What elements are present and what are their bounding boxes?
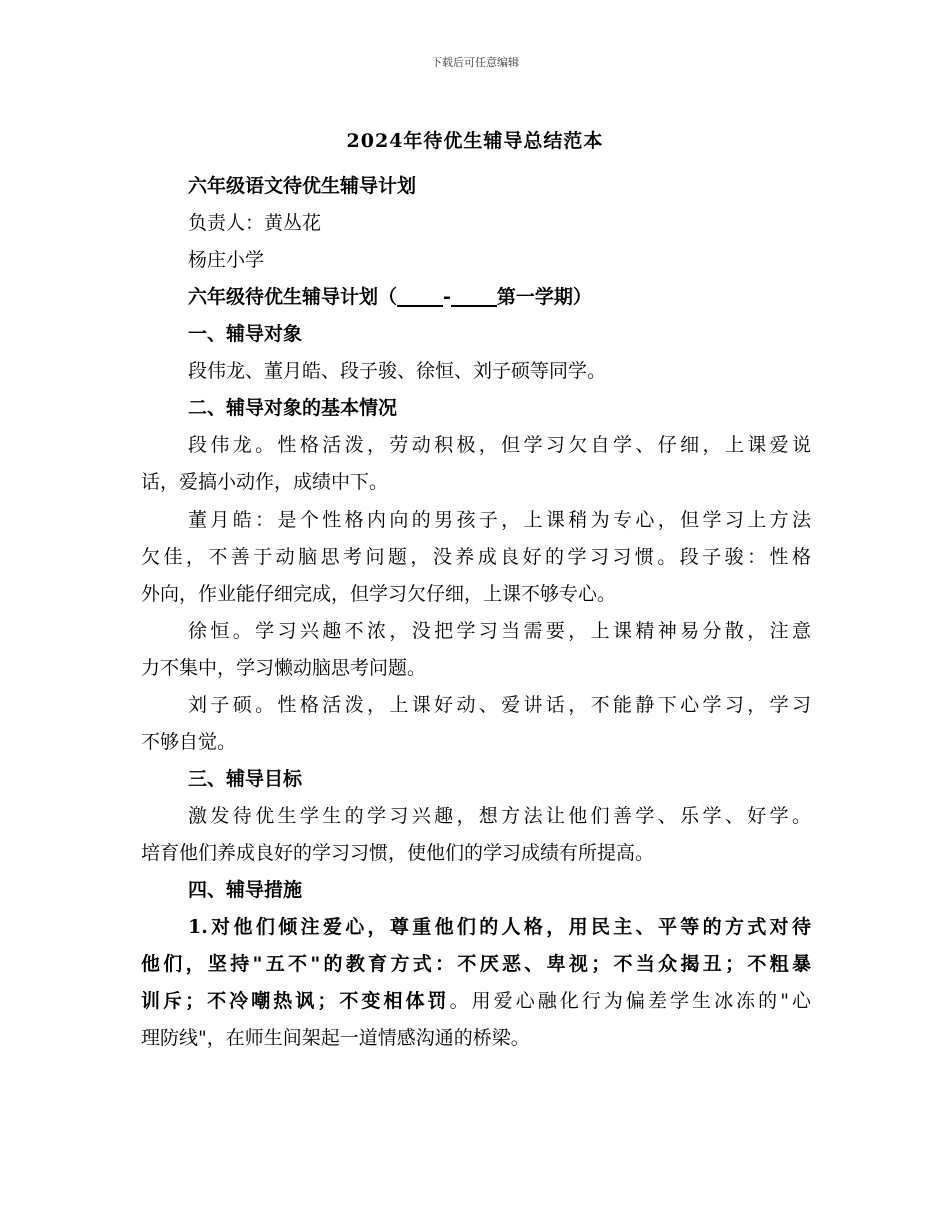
- paragraph-line: 段伟龙。性格活泼，劳动积极，但学习欠自学、仔细，上课爱说: [188, 434, 811, 456]
- paragraph-line: 不够自觉。: [141, 731, 237, 753]
- header-note: 下载后可任意编辑: [431, 56, 519, 69]
- paragraph-line: 欠佳，不善于动脑思考问题，没养成良好的学习习惯。段子骏：性格: [141, 546, 811, 568]
- paragraph-line: 外向，作业能仔细完成，但学习欠仔细，上课不够专心。: [141, 583, 617, 605]
- bold-text-run: 训斥；不冷嘲热讽；不变相体罚: [141, 990, 450, 1012]
- paragraph-line: 徐恒。学习兴趣不浓，没把学习当需要，上课精神易分散，注意: [188, 620, 811, 642]
- paragraph-line: 话，爱搞小动作，成绩中下。: [141, 471, 389, 493]
- paragraph-line: 理防线"，在师生间架起一道情感沟通的桥梁。: [141, 1027, 530, 1049]
- section-1-text: 段伟龙、董月皓、段子骏、徐恒、刘子硕等同学。: [188, 360, 607, 382]
- year-blank-start: [397, 285, 443, 307]
- paragraph-line: 力不集中，学习懒动脑思考问题。: [141, 657, 427, 679]
- section-4-heading: 四、辅导措施: [188, 879, 303, 901]
- section-2-heading: 二、辅导对象的基本情况: [188, 397, 398, 419]
- document-title: 2024年待优生辅导总结范本: [346, 130, 604, 152]
- section-1-heading: 一、辅导对象: [188, 323, 303, 345]
- paragraph-line: 激发待优生学生的学习兴趣，想方法让他们善学、乐学、好学。: [188, 805, 811, 827]
- school-name: 杨庄小学: [188, 249, 265, 271]
- paragraph-line: 刘子硕。性格活泼，上课好动、爱讲话，不能静下心学习，学习: [188, 694, 811, 716]
- semester-plan-suffix: 第一学期）: [496, 286, 592, 308]
- normal-text-run: 。用爱心融化行为偏差学生冰冻的"心: [449, 990, 811, 1012]
- plan-title: 六年级语文待优生辅导计划: [188, 175, 417, 197]
- semester-plan-heading: [188, 279, 811, 316]
- person-in-charge: 负责人：黄丛花: [188, 212, 322, 234]
- paragraph-line: 培育他们养成良好的学习习惯，使他们的学习成绩有所提高。: [141, 842, 655, 864]
- semester-plan-prefix: 六年级待优生辅导计划（: [188, 286, 398, 308]
- paragraph-line: 他们，坚持"五不"的教育方式：不厌恶、卑视；不当众揭丑；不粗暴: [141, 953, 811, 975]
- paragraph-line: [141, 983, 811, 1020]
- semester-plan-dash: -: [443, 286, 451, 308]
- paragraph-line: 1.对他们倾注爱心，尊重他们的人格，用民主、平等的方式对待: [188, 916, 811, 938]
- paragraph-line: 董月皓：是个性格内向的男孩子，上课稍为专心，但学习上方法: [188, 509, 811, 531]
- section-3-heading: 三、辅导目标: [188, 768, 303, 790]
- year-blank-end: [451, 285, 497, 307]
